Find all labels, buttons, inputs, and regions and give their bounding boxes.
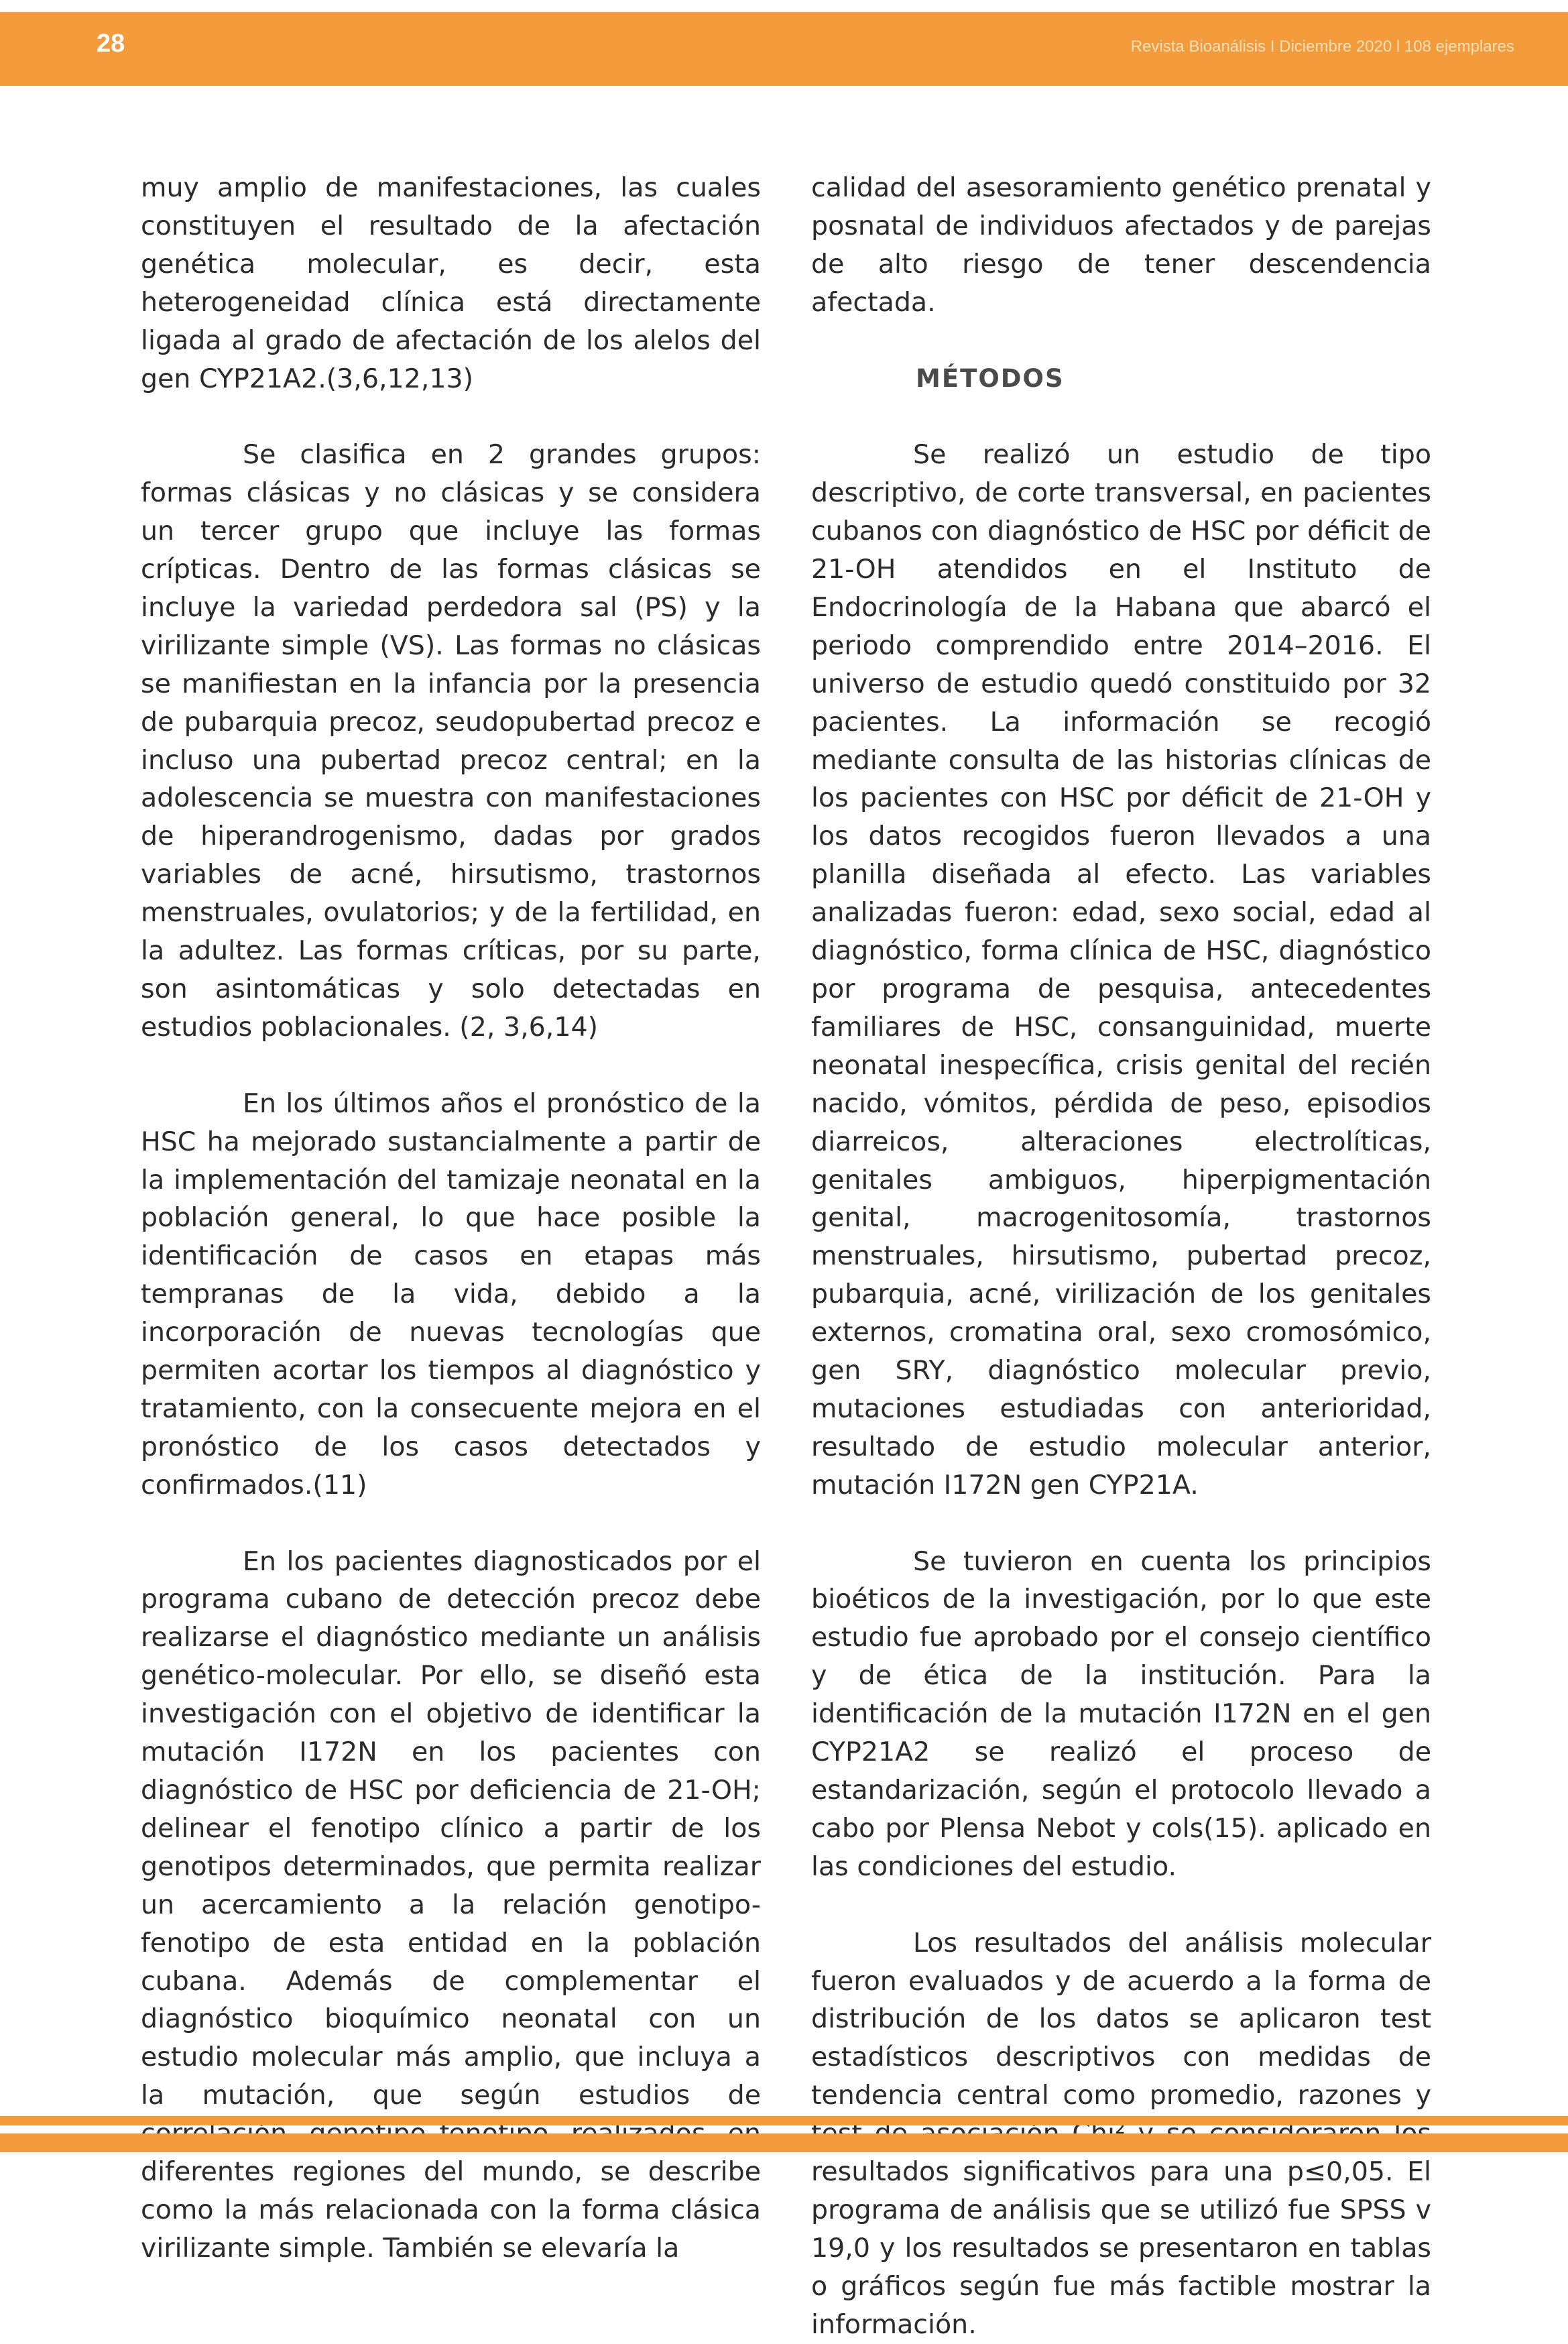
left-paragraph-1: muy amplio de manifestaciones, las cuales constituyen el resultado de la afectación genética molecular, es decir, esta heterogeneidad clínica está directamente ligada al grado de afectación de los alelos del gen CYP21A2.(3,6,12,13) [141, 172, 761, 394]
right-paragraph-2: Se realizó un estudio de tipo descriptivo, de corte transversal, en pacientes cubanos con diagnóstico de HSC por déficit de 21-OH atendidos en el Instituto de Endocrinología de la Habana que abarcó el periodo comprendido entre 2014–2016. El universo de estudio quedó constituido por 32 pacientes. La información se recogió mediante consulta de las historias clínicas de los pacientes con HSC por déficit de 21-OH y los datos recogidos fueron llevados a una planilla diseñada al efecto. Las variables analizadas fueron: edad, sexo social, edad al diagnóstico, forma clínica de HSC, diagnóstico por programa de pesquisa, antecedentes familiares de HSC, consanguinidad, muerte neonatal inespecífica, crisis genital del recién nacido, vómitos, pérdida de peso, episodios diarreicos, alteraciones electrolíticas, genitales ambiguos, hiperpigmentación genital, macrogenitosomía, trastornos menstruales, hirsutismo, pubertad precoz, pubarquia, acné, virilización de los genitales externos, cromatina oral, sexo cromosómico, gen SRY, diagnóstico molecular previo, mutaciones estudiadas con anterioridad, resultado de estudio molecular anterior, mutación I172N gen CYP21A. [811, 439, 1431, 1501]
running-head: Revista Bioanálisis I Diciembre 2020 l 108 ejemplares [1130, 38, 1514, 56]
section-heading-metodos: MÉTODOS [916, 363, 1065, 393]
right-column [811, 169, 1431, 2344]
left-column [141, 169, 761, 2268]
left-paragraph-4: En los pacientes diagnosticados por el programa cubano de detección precoz debe realizarse el diagnóstico mediante un análisis genético-molecular. Por ello, se diseñó esta investigación con el objetivo de identificar la mutación I172N en los pacientes con diagnóstico de HSC por deficiencia de 21-OH; delinear el fenotipo clínico a partir de los genotipos determinados, que permita realizar un acercamiento a la relación genotipo-fenotipo de esta entidad en la población cubana. Además de complementar el diagnóstico bioquímico neonatal con un estudio molecular más amplio, que incluya a la mutación, que según estudios de diferentes regiones del mundo, se describe como la más relacionada con la forma clásica virilizante simple. También se elevaría la [141, 1545, 761, 2264]
footer-band-thick [0, 2133, 1568, 2152]
footer-band-thin [0, 2116, 1568, 2125]
right-paragraph-4: Los resultados del análisis molecular fueron evaluados y de acuerdo a la forma de distribución de los datos se aplicaron test estadísticos descriptivos con medidas de tendencia central como promedio, razones y resultados significativos para una p≤0,05. El programa de análisis que se utilizó fue SPSS v 19,0 y los resultados se presentaron en tablas o gráficos según fue más factible mostrar la información. [811, 1927, 1431, 2340]
right-paragraph-1: calidad del asesoramiento genético prenatal y posnatal de individuos afectados y de parejas de alto riesgo de tener descendencia afectada. [811, 172, 1431, 318]
page-number: 28 [97, 30, 125, 58]
left-paragraph-2: Se clasifica en 2 grandes grupos: formas clásicas y no clásicas y se considera un tercer grupo que incluye las formas crípticas. Dentro de las formas clásicas se incluye la variedad perdedora sal (PS) y la virilizante simple (VS). Las formas no clásicas se manifiestan en la infancia por la presencia de pubarquia precoz, seudopubertad precoz e incluso una pubertad precoz central; en la adolescencia se muestra con manifestaciones de hiperandrogenismo, dadas por grados variables de acné, hirsutismo, trastornos menstruales, ovulatorios; y de la fertilidad, en la adultez. Las formas críticas, por su parte, son asintomáticas y solo detectadas en estudios poblacionales. (2, 3,6,14) [141, 439, 761, 1043]
right-paragraph-3: Se tuvieron en cuenta los principios bioéticos de la investigación, por lo que este estudio fue aprobado por el consejo científico y de ética de la institución. Para la identificación de la mutación I172N en el gen CYP21A2 se realizó el proceso de estandarización, según el protocolo llevado a cabo por Plensa Nebot y cols(15). aplicado en las condiciones del estudio. [811, 1545, 1431, 1882]
left-paragraph-3: En los últimos años el pronóstico de la HSC ha mejorado sustancialmente a partir de la implementación del tamizaje neonatal en la población general, lo que hace posible la identificación de casos en etapas más tempranas de la vida, debido a la incorporación de nuevas tecnologías que permiten acortar los tiempos al diagnóstico y tratamiento, con la consecuente mejora en el pronóstico de los casos detectados y confirmados.(11) [141, 1088, 761, 1501]
